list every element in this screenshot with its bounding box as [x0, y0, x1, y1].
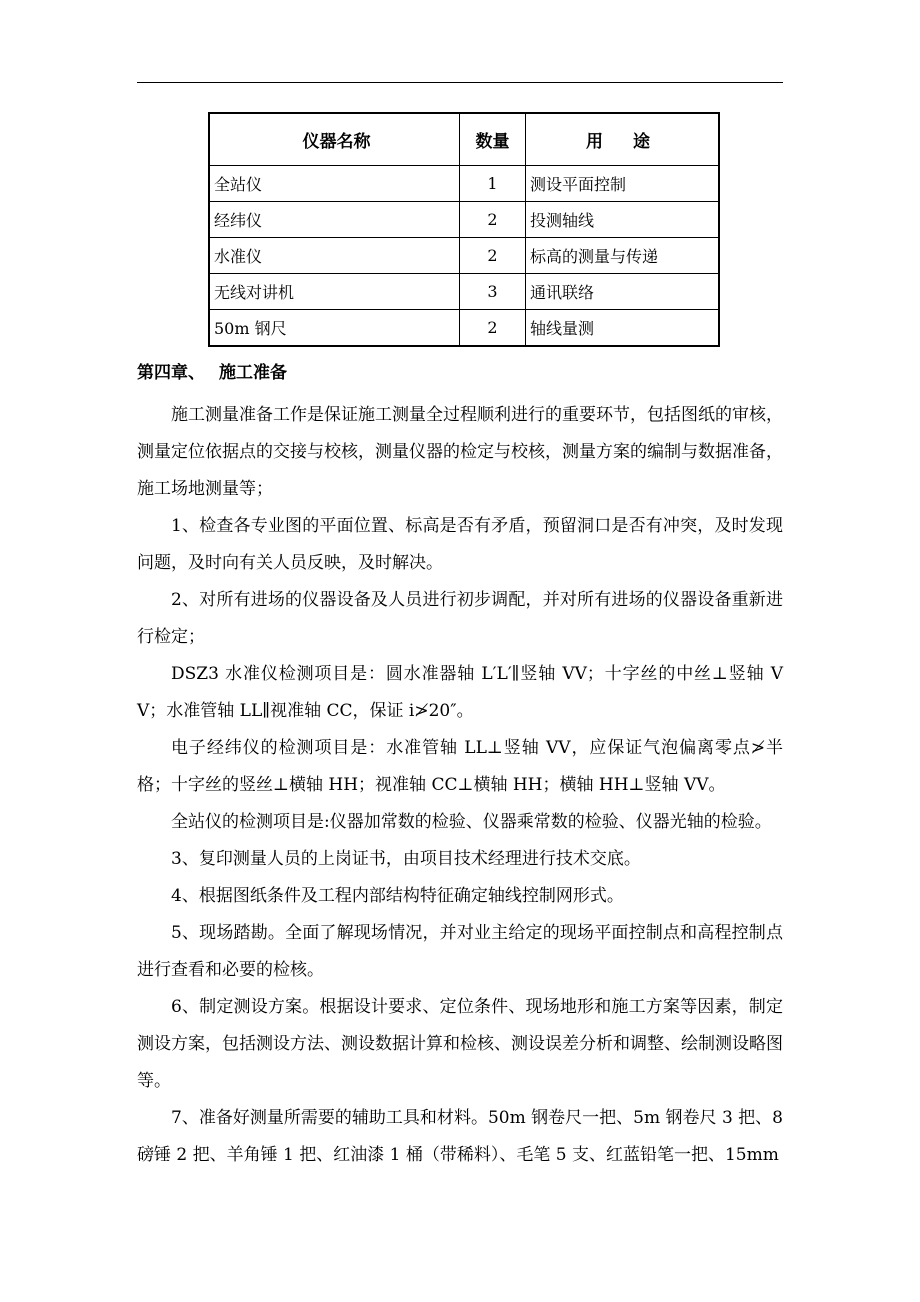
paragraph: 2、对所有进场的仪器设备及人员进行初步调配，并对所有进场的仪器设备重新进行检定；	[137, 590, 783, 647]
instrument-name: 全站仪	[209, 166, 460, 202]
instrument-purpose: 通讯联络	[526, 274, 720, 310]
header-quantity: 数量	[460, 113, 526, 166]
document-body	[137, 355, 783, 1174]
instrument-quantity: 2	[460, 238, 526, 274]
paragraph: 6、制定测设方案。根据设计要求、定位条件、现场地形和施工方案等因素，制定测设方案，包括测设方法、测设数据计算和检核、测设误差分析和调整、绘制测设略图等。	[137, 997, 783, 1091]
instrument-purpose: 标高的测量与传递	[526, 238, 720, 274]
header-instrument-name: 仪器名称	[209, 113, 460, 166]
paragraph: DSZ3 水准仪检测项目是：圆水准器轴 L′L′∥竖轴 VV；十字丝的中丝⊥竖轴 VV；水准管轴 LL∥视准轴 CC，保证 i≯20″。	[137, 664, 783, 721]
chapter-heading	[137, 355, 783, 391]
instrument-purpose: 轴线量测	[526, 310, 720, 347]
paragraph: 电子经纬仪的检测项目是：水准管轴 LL⊥竖轴 VV，应保证气泡偏离零点≯半格；十字丝的竖丝⊥横轴 HH；视准轴 CC⊥横轴 HH；横轴 HH⊥竖轴 VV。	[137, 738, 783, 795]
table-row	[209, 238, 719, 274]
paragraph: 7、准备好测量所需要的辅助工具和材料。50m 钢卷尺一把、5m 钢卷尺 3 把、8 磅锤 2 把、羊角锤 1 把、红油漆 1 桶（带稀料）、毛笔 5 支、红蓝铅笔一把、15mm	[137, 1108, 783, 1165]
table-header-row	[209, 113, 719, 166]
instrument-purpose: 投测轴线	[526, 202, 720, 238]
paragraph: 5、现场踏勘。全面了解现场情况，并对业主给定的现场平面控制点和高程控制点进行查看和必要的检核。	[137, 923, 783, 980]
paragraph: 4、根据图纸条件及工程内部结构特征确定轴线控制网形式。	[171, 886, 624, 906]
instrument-quantity: 3	[460, 274, 526, 310]
table-row	[209, 166, 719, 202]
header-rule	[137, 82, 783, 83]
table-row	[209, 274, 719, 310]
instrument-name: 经纬仪	[209, 202, 460, 238]
instrument-table	[208, 112, 720, 347]
paragraph: 1、检查各专业图的平面位置、标高是否有矛盾，预留洞口是否有冲突，及时发现问题，及时向有关人员反映，及时解决。	[137, 516, 783, 573]
table-row	[209, 202, 719, 238]
chapter-title: 施工准备	[219, 363, 287, 383]
instrument-name: 水准仪	[209, 238, 460, 274]
instrument-purpose: 测设平面控制	[526, 166, 720, 202]
paragraph: 3、复印测量人员的上岗证书，由项目技术经理进行技术交底。	[171, 849, 641, 869]
paragraph: 施工测量准备工作是保证施工测量全过程顺利进行的重要环节，包括图纸的审核，测量定位依据点的交接与校核，测量仪器的检定与校核，测量方案的编制与数据准备，施工场地测量等；	[137, 405, 783, 499]
instrument-name: 50m 钢尺	[209, 310, 460, 347]
table-row	[209, 310, 719, 347]
instrument-quantity: 2	[460, 310, 526, 347]
instrument-name: 无线对讲机	[209, 274, 460, 310]
instrument-quantity: 2	[460, 202, 526, 238]
instrument-quantity: 1	[460, 166, 526, 202]
header-purpose: 用 途	[526, 113, 720, 166]
chapter-number: 第四章、	[137, 363, 205, 383]
paragraph: 全站仪的检测项目是:仪器加常数的检验、仪器乘常数的检验、仪器光轴的检验。	[171, 812, 772, 832]
